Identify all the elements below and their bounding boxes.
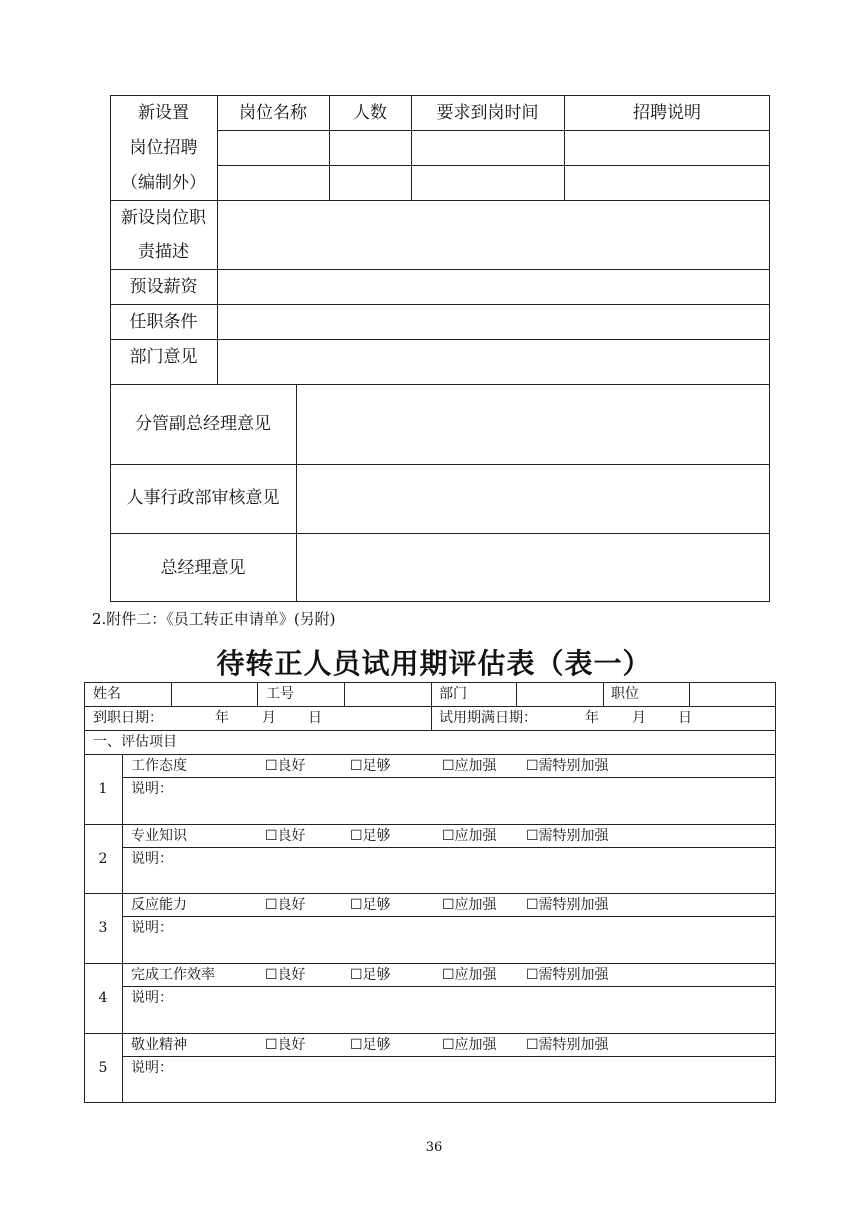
option-adequate-checkbox[interactable]: ☐足够	[350, 967, 391, 983]
name-label: 姓名	[93, 686, 121, 702]
department-label: 部门	[439, 686, 467, 702]
gm-opinion-label: 总经理意见	[160, 558, 246, 578]
option-adequate-checkbox[interactable]: ☐足够	[350, 897, 391, 913]
vp-opinion-label: 分管副总经理意见	[135, 414, 271, 434]
option-good-checkbox[interactable]: ☐良好	[265, 1037, 306, 1053]
option-improve-checkbox[interactable]: ☐应加强	[442, 1037, 497, 1053]
item-name: 敬业精神	[131, 1037, 187, 1053]
option-good-checkbox[interactable]: ☐良好	[265, 967, 306, 983]
note-label: 说明：	[131, 990, 173, 1006]
note-label: 说明：	[131, 851, 173, 867]
option-improve-checkbox[interactable]: ☐应加强	[442, 758, 497, 774]
probation-end-label: 试用期满日期：	[439, 710, 537, 726]
option-adequate-checkbox[interactable]: ☐足够	[350, 828, 391, 844]
item-name: 专业知识	[131, 828, 187, 844]
section-title: 一、评估项目	[93, 734, 177, 750]
duty-label-line1: 新设岗位职	[121, 208, 206, 228]
page-number: 36	[425, 1140, 443, 1155]
salary-label: 预设薪资	[129, 277, 198, 297]
option-special-improve-checkbox[interactable]: ☐需特别加强	[526, 758, 609, 774]
dept-opinion-label: 部门意见	[129, 347, 198, 367]
new-post-label-line2: 岗位招聘	[129, 138, 198, 158]
attachment-note: 2.附件二：《员工转正申请单》(另附)	[92, 610, 336, 628]
note-label: 说明：	[131, 920, 173, 936]
join-date-label: 到职日期：	[93, 710, 163, 726]
option-improve-checkbox[interactable]: ☐应加强	[442, 897, 497, 913]
item-name: 完成工作效率	[131, 967, 215, 983]
form-title: 待转正人员试用期评估表（表一）	[216, 647, 652, 680]
option-improve-checkbox[interactable]: ☐应加强	[442, 967, 497, 983]
item-name: 反应能力	[131, 897, 187, 913]
item-number: 5	[98, 1060, 108, 1076]
duty-label-line2: 责描述	[138, 242, 189, 262]
probation-end-month: 月	[632, 710, 646, 726]
join-month: 月	[262, 710, 276, 726]
col-header-recruit-note: 招聘说明	[633, 103, 701, 123]
col-header-post-name: 岗位名称	[239, 103, 307, 123]
probation-end-day: 日	[678, 710, 692, 726]
option-good-checkbox[interactable]: ☐良好	[265, 758, 306, 774]
join-day: 日	[308, 710, 322, 726]
col-header-arrival-time: 要求到岗时间	[436, 103, 539, 123]
option-adequate-checkbox[interactable]: ☐足够	[350, 758, 391, 774]
hr-opinion-label: 人事行政部审核意见	[126, 488, 280, 508]
new-post-label-line1: 新设置	[138, 103, 189, 123]
note-label: 说明：	[131, 1060, 173, 1076]
option-improve-checkbox[interactable]: ☐应加强	[442, 828, 497, 844]
option-good-checkbox[interactable]: ☐良好	[265, 897, 306, 913]
item-number: 3	[98, 920, 108, 936]
item-number: 2	[98, 851, 108, 867]
new-post-label-line3: （编制外）	[121, 173, 206, 193]
join-year: 年	[215, 710, 229, 726]
option-special-improve-checkbox[interactable]: ☐需特别加强	[526, 828, 609, 844]
employee-id-label: 工号	[266, 686, 294, 702]
option-good-checkbox[interactable]: ☐良好	[265, 828, 306, 844]
probation-end-year: 年	[585, 710, 599, 726]
item-number: 1	[98, 781, 108, 797]
option-adequate-checkbox[interactable]: ☐足够	[350, 1037, 391, 1053]
item-name: 工作态度	[131, 758, 187, 774]
requirements-label: 任职条件	[129, 312, 198, 332]
col-header-count: 人数	[353, 103, 387, 123]
position-label: 职位	[611, 686, 639, 702]
option-special-improve-checkbox[interactable]: ☐需特别加强	[526, 1037, 609, 1053]
item-number: 4	[98, 990, 108, 1006]
note-label: 说明：	[131, 781, 173, 797]
option-special-improve-checkbox[interactable]: ☐需特别加强	[526, 897, 609, 913]
option-special-improve-checkbox[interactable]: ☐需特别加强	[526, 967, 609, 983]
